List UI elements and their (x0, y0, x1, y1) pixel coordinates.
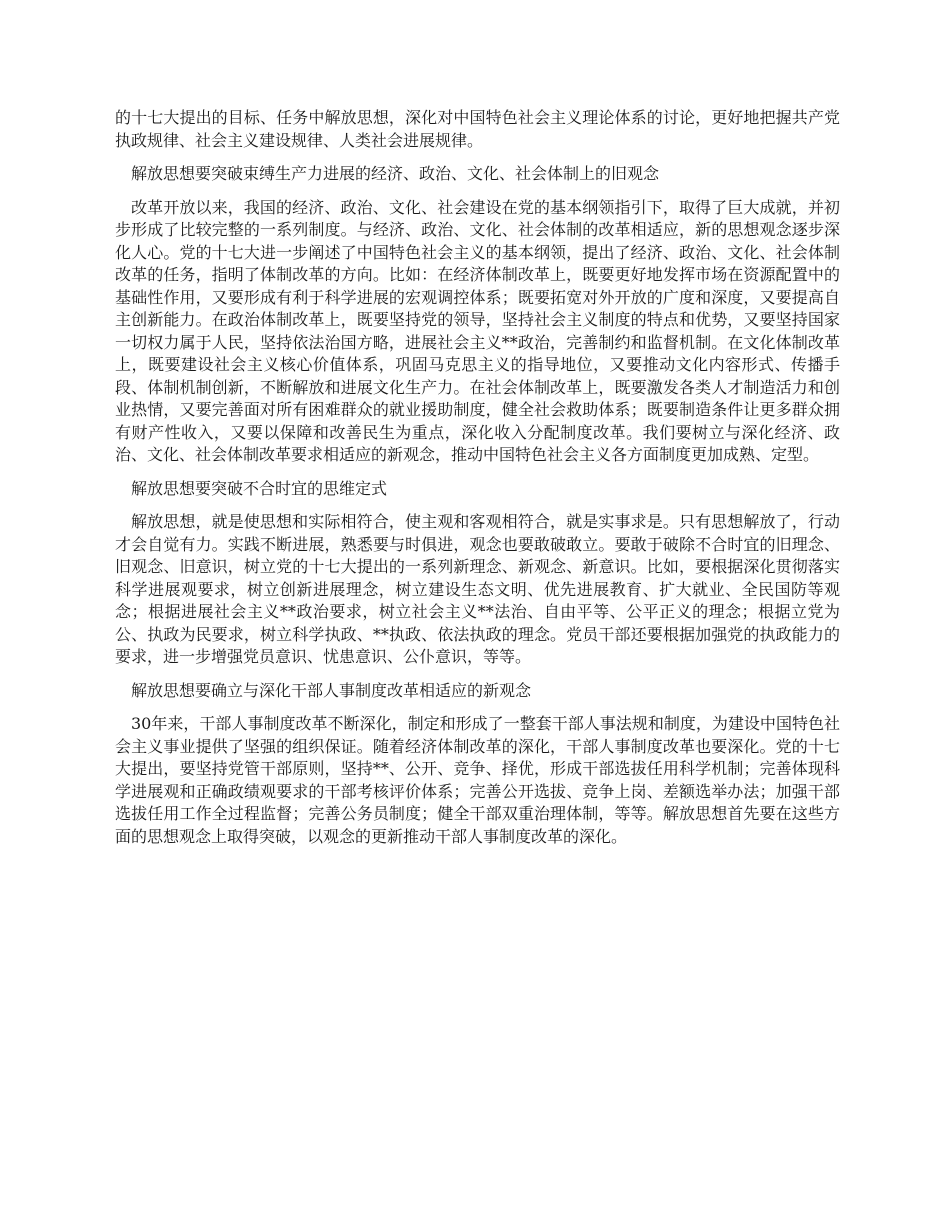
paragraph-intro: 的十七大提出的目标、任务中解放思想，深化对中国特色社会主义理论体系的讨论，更好地把握共产党执政规律、社会主义建设规律、人类社会进展规律。 (115, 108, 840, 150)
paragraph-cadre-reform: 30年来，干部人事制度改革不断深化，制定和形成了一整套干部人事法规和制度，为建设中国特色社会主义事业提供了坚强的组织保证。随着经济体制改革的深化，干部人事制度改革也要深化。党的十七大提出，要坚持党管干部原则，坚持**、公开、竞争、择优，形成干部选拔任用科学机制；完善体现科学进展观和正确政绩观要求的干部考核评价体系；完善公开选拔、竞争上岗、差额选举办法；加强干部选拔任用工作全过程监督；完善公务员制度；健全干部双重治理体制，等等。解放思想首先要在这些方面的思想观念上取得突破，以观念的更新推动干部人事制度改革的深化。 (115, 714, 840, 846)
paragraph-thinking-patterns: 解放思想，就是使思想和实际相符合，使主观和客观相符合，就是实事求是。只有思想解放了，行动才会自觉有力。实践不断进展，熟悉要与时俱进，观念也要敢破敢立。要敢于破除不合时宜的旧理念、旧观念、旧意识，树立党的十七大提出的一系列新理念、新观念、新意识。比如，要根据深化贯彻落实科学进展观要求，树立创新进展理念，树立建设生态文明、优先进展教育、扩大就业、全民国防等观念；根据进展社会主义**政治要求，树立社会主义**法治、自由平等、公平正义的理念；根据立党为公、执政为民要求，树立科学执政、**执政、依法执政的理念。党员干部还要根据加强党的执政能力的要求，进一步增强党员意识、忧患意识、公仆意识，等等。 (115, 512, 840, 666)
section-heading-1: 解放思想要突破束缚生产力进展的经济、政治、文化、社会体制上的旧观念 (131, 164, 660, 183)
section-heading-2: 解放思想要突破不合时宜的思维定式 (131, 478, 388, 498)
document-body (115, 107, 840, 859)
section-heading-3: 解放思想要确立与深化干部人事制度改革相适应的新观念 (131, 680, 532, 700)
paragraph-system-reform: 改革开放以来，我国的经济、政治、文化、社会建设在党的基本纲领指引下，取得了巨大成就，并初步形成了比较完整的一系列制度。与经济、政治、文化、社会体制的改革相适应，新的思想观念逐步深化人心。党的十七大进一步阐述了中国特色社会主义的基本纲领，提出了经济、政治、文化、社会体制改革的任务，指明了体制改革的方向。比如：在经济体制改革上，既要更好地发挥市场在资源配置中的基础性作用，又要形成有利于科学进展的宏观调控体系；既要拓宽对外开放的广度和深度，又要提高自主创新能力。在政治体制改革上，既要坚持党的领导，坚持社会主义制度的特点和优势，又要坚持国家一切权力属于人民，坚持依法治国方略，进展社会主义**政治，完善制约和监督机制。在文化体制改革上，既要建设社会主义核心价值体系，巩固马克思主义的指导地位，又要推动文化内容形式、传播手段、体制机制创新，不断解放和进展文化生产力。在社会体制改革上，既要激发各类人才制造活力和创业热情，又要完善面对所有困难群众的就业援助制度，健全社会救助体系；既要制造条件让更多群众拥有财产性收入，又要以保障和改善民生为重点，深化收入分配制度改革。我们要树立与深化经济、政治、文化、社会体制改革要求相适应的新观念，推动中国特色社会主义各方面制度更加成熟、定型。 (115, 197, 840, 464)
